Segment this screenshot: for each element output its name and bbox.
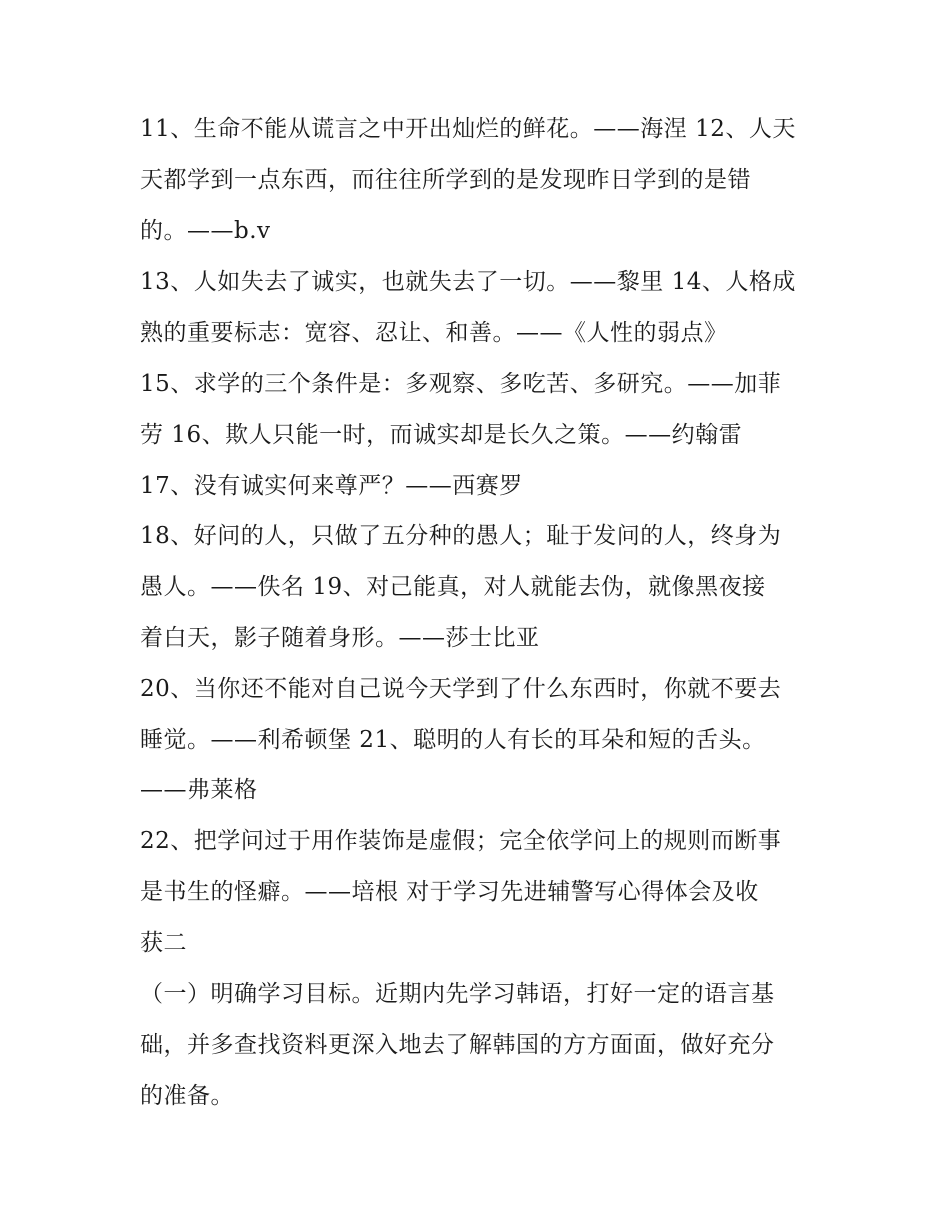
text-line: 睡觉。——利希顿堡 21、聪明的人有长的耳朵和短的舌头。 <box>140 727 766 753</box>
text-line: 18、好问的人，只做了五分种的愚人；耻于发问的人，终身为 <box>140 523 782 549</box>
text-line: 愚人。——佚名 19、对己能真，对人就能去伪，就像黑夜接 <box>140 574 766 600</box>
text-line: （一）明确学习目标。近期内先学习韩语，打好一定的语言基 <box>140 981 775 1007</box>
text-line: 天都学到一点东西，而往往所学到的是发现昨日学到的是错 <box>140 167 751 193</box>
text-line: 20、当你还不能对自己说今天学到了什么东西时，你就不要去 <box>140 676 782 702</box>
text-line: 17、没有诚实何来尊严？——西赛罗 <box>140 473 523 499</box>
text-line: 的。——b.v <box>140 218 271 244</box>
text-line: 的准备。 <box>140 1083 234 1109</box>
text-line: 础，并多查找资料更深入地去了解韩国的方方面面，做好充分 <box>140 1032 775 1058</box>
text-line: 是书生的怪癖。——培根 对于学习先进辅警写心得体会及收 <box>140 879 759 905</box>
text-line: 着白天，影子随着身形。——莎士比亚 <box>140 625 540 651</box>
text-line: 13、人如失去了诚实，也就失去了一切。——黎里 14、人格成 <box>140 269 796 295</box>
text-line: 11、生命不能从谎言之中开出灿烂的鲜花。——海涅 12、人天 <box>140 116 796 142</box>
text-line: 22、把学问过于用作装饰是虚假；完全依学问上的规则而断事 <box>140 828 782 854</box>
text-line: 熟的重要标志：宽容、忍让、和善。——《人性的弱点》 <box>140 320 728 346</box>
text-line: 劳 16、欺人只能一时，而诚实却是长久之策。——约翰雷 <box>140 422 743 448</box>
text-line: 获二 <box>140 930 187 956</box>
text-line: ——弗莱格 <box>140 777 258 803</box>
text-line: 15、求学的三个条件是：多观察、多吃苦、多研究。——加菲 <box>140 371 782 397</box>
